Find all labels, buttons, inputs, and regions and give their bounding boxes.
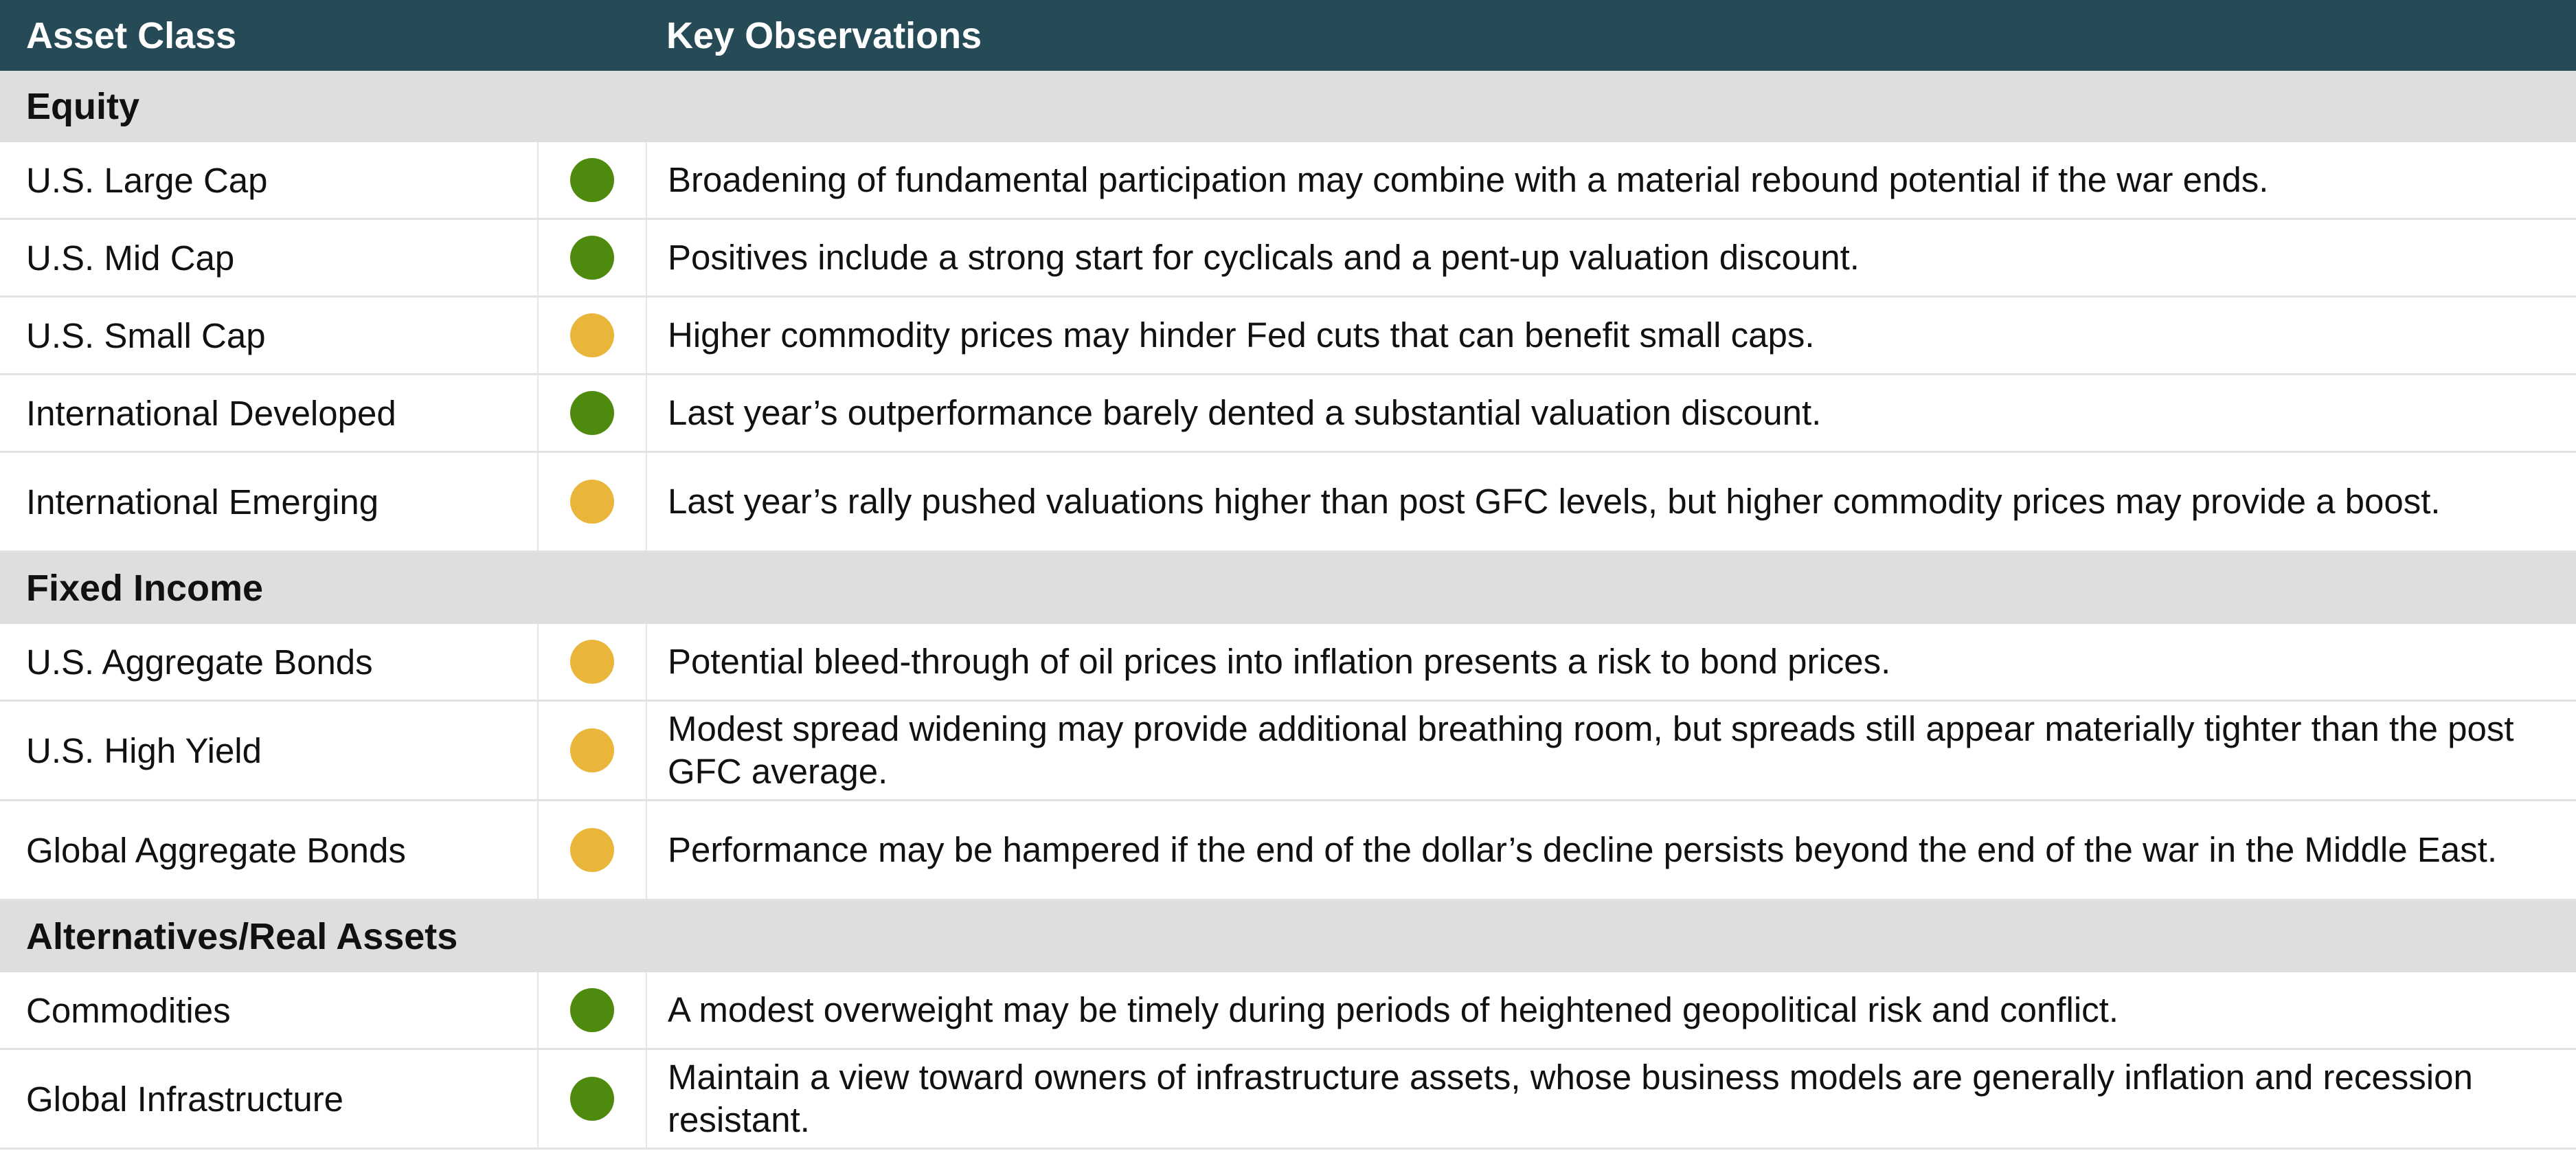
table-row	[0, 972, 2576, 1050]
key-observation: Performance may be hampered if the end of the dollar’s decline persists beyond the end of the war in the Middle East.	[668, 830, 2497, 869]
key-observation: Positives include a strong start for cyclicals and a pent-up valuation discount.	[668, 238, 1860, 277]
asset-name: U.S. Mid Cap	[0, 220, 539, 295]
asset-name: Global Aggregate Bonds	[0, 801, 539, 899]
table-row	[0, 142, 2576, 220]
signal-cell	[539, 801, 647, 899]
header-key-observations: Key Observations	[666, 14, 982, 56]
section-header: Equity	[0, 71, 2576, 142]
signal-cell	[539, 298, 647, 373]
signal-cell	[539, 972, 647, 1048]
signal-cell	[539, 1050, 647, 1148]
key-observation: Maintain a view toward owners of infrastructure assets, whose business models are generally inflation and recession resistant.	[668, 1058, 2473, 1139]
asset-name: Commodities	[0, 972, 539, 1048]
signal-cell	[539, 220, 647, 295]
table-row	[0, 220, 2576, 298]
key-observation: Last year’s outperformance barely dented a substantial valuation discount.	[668, 393, 1822, 432]
yellow-signal-dot-icon	[570, 640, 614, 684]
green-signal-dot-icon	[570, 391, 614, 435]
section-header: Alternatives/Real Assets	[0, 901, 2576, 972]
yellow-signal-dot-icon	[570, 728, 614, 772]
table-row	[0, 453, 2576, 552]
asset-name: U.S. Small Cap	[0, 298, 539, 373]
asset-name: U.S. High Yield	[0, 702, 539, 799]
signal-cell	[539, 624, 647, 700]
signal-cell	[539, 375, 647, 451]
yellow-signal-dot-icon	[570, 313, 614, 357]
key-observation: Last year’s rally pushed valuations higher than post GFC levels, but higher commodity prices may provide a boost.	[668, 482, 2441, 521]
key-observation: Higher commodity prices may hinder Fed cuts that can benefit small caps.	[668, 315, 1815, 355]
table-row	[0, 702, 2576, 801]
asset-name: International Emerging	[0, 453, 539, 550]
signal-cell	[539, 702, 647, 799]
asset-name: International Developed	[0, 375, 539, 451]
table-header	[0, 0, 2576, 71]
asset-name: U.S. Aggregate Bonds	[0, 624, 539, 700]
section-header: Fixed Income	[0, 552, 2576, 624]
table-row	[0, 1050, 2576, 1150]
key-observation: Modest spread widening may provide additional breathing room, but spreads still appear materially tighter than the post GFC average.	[668, 709, 2514, 791]
table-row	[0, 624, 2576, 702]
green-signal-dot-icon	[570, 988, 614, 1032]
table-row	[0, 375, 2576, 453]
key-observation: Potential bleed-through of oil prices into inflation presents a risk to bond prices.	[668, 642, 1891, 681]
yellow-signal-dot-icon	[570, 480, 614, 524]
green-signal-dot-icon	[570, 236, 614, 280]
header-asset-class: Asset Class	[26, 14, 237, 56]
signal-cell	[539, 453, 647, 550]
table-body	[0, 71, 2576, 1150]
table-row	[0, 298, 2576, 375]
asset-name: U.S. Large Cap	[0, 142, 539, 218]
asset-name: Global Infrastructure	[0, 1050, 539, 1148]
signal-cell	[539, 142, 647, 218]
key-observation: Broadening of fundamental participation may combine with a material rebound potential if the war ends.	[668, 160, 2269, 199]
green-signal-dot-icon	[570, 1077, 614, 1121]
table-row	[0, 801, 2576, 901]
yellow-signal-dot-icon	[570, 828, 614, 872]
green-signal-dot-icon	[570, 158, 614, 202]
key-observation: A modest overweight may be timely during periods of heightened geopolitical risk and conflict.	[668, 990, 2119, 1029]
